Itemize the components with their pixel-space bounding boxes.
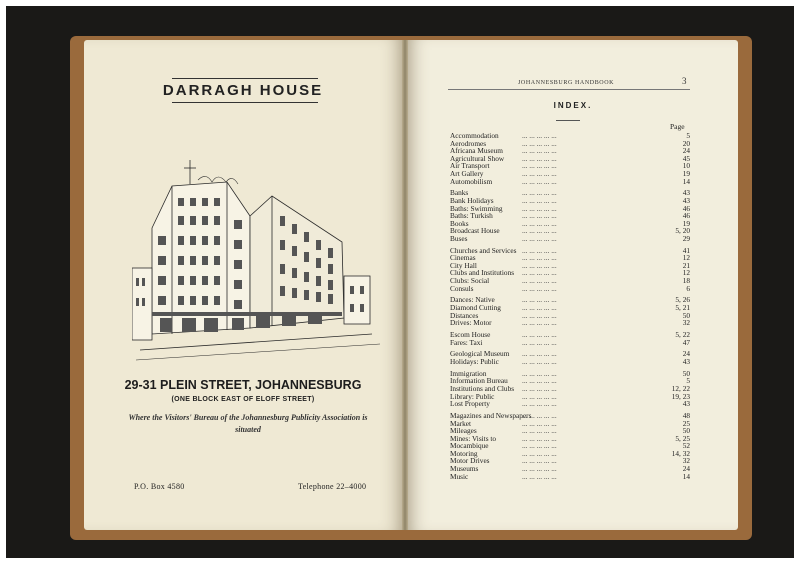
index-entry <box>450 465 690 473</box>
index-entry-page: 18 <box>682 276 690 286</box>
index-entry-page: 5, 25 <box>675 433 690 443</box>
index-entry-page: 43 <box>682 188 690 198</box>
index-entry-topic: Baths: Turkish <box>450 211 493 221</box>
index-entry-page: 5 <box>686 131 690 140</box>
index-entry-page: 46 <box>682 203 690 213</box>
leader-dots: ... ... ... ... ... <box>522 418 557 428</box>
leader-dots: ... ... ... ... ... <box>522 203 557 213</box>
index-entry-topic: Consuls <box>450 283 474 293</box>
leader-dots: ... ... ... ... ... <box>522 456 557 466</box>
index-entry <box>450 285 690 293</box>
index-entry-page: 10 <box>682 161 690 171</box>
index-entry-page: 43 <box>682 356 690 366</box>
index-entry-topic: Broadcast House <box>450 226 500 236</box>
index-entry-page: 50 <box>682 310 690 320</box>
index-entry-page: 5 <box>686 376 690 386</box>
index-entry-topic: Distances <box>450 310 479 320</box>
leader-dots: ... ... ... ... ... <box>522 318 557 328</box>
leader-dots: ... ... ... ... ... <box>522 153 557 163</box>
index-entry-topic: Motor Drives <box>450 456 490 466</box>
index-entry-topic: City Hall <box>450 260 477 270</box>
building-illustration <box>132 158 382 368</box>
leader-dots: ... ... ... ... ... <box>522 433 557 443</box>
index-entry-page: 19 <box>682 218 690 228</box>
leader-dots: ... ... ... ... ... <box>522 188 557 198</box>
leader-dots: ... ... ... ... ... <box>522 471 557 481</box>
index-entry-topic: Escom House <box>450 330 491 339</box>
index-entry <box>450 277 690 285</box>
index-entry-topic: Clubs: Social <box>450 276 490 286</box>
index-entry-topic: Holidays: Public <box>450 356 499 366</box>
index-entry-topic: Dances: Native <box>450 295 495 305</box>
leader-dots: ... ... ... ... ... <box>522 368 557 378</box>
index-entry <box>450 473 690 481</box>
page-column-label: Page <box>670 122 685 131</box>
index-entry-page: 19 <box>682 168 690 178</box>
leader-dots: ... ... ... ... ... <box>522 146 557 156</box>
leader-dots: ... ... ... ... ... <box>522 131 557 140</box>
index-entry-page: 29 <box>682 233 690 243</box>
index-entry-page: 21 <box>682 260 690 270</box>
index-entry <box>450 331 690 339</box>
leader-dots: ... ... ... ... ... <box>522 226 557 236</box>
leader-dots: ... ... ... ... ... <box>522 303 557 313</box>
index-entry-page: 5, 26 <box>675 295 690 305</box>
address-note: (ONE BLOCK EAST OF ELOFF STREET) <box>171 396 315 403</box>
index-entry <box>450 457 690 465</box>
description: Where the Visitors' Bureau of the Johannesburg Publicity Association is situated <box>128 413 368 434</box>
index-entry <box>450 420 690 428</box>
index-entry-topic: Museums <box>450 464 479 474</box>
leader-dots: ... ... ... ... ... <box>522 383 557 393</box>
leader-dots: ... ... ... ... ... <box>522 349 557 359</box>
index-entry <box>450 400 690 408</box>
leader-dots: ... ... ... ... ... <box>522 310 557 320</box>
leader-dots: ... ... ... ... ... <box>522 295 557 305</box>
index-entry-topic: Institutions and Clubs <box>450 383 515 393</box>
leader-dots: ... ... ... ... ... <box>522 218 557 228</box>
index-entry-page: 19, 23 <box>671 391 690 401</box>
index-entry-topic: Clubs and Institutions <box>450 268 515 278</box>
index-entry-topic: Geological Museum <box>450 349 510 359</box>
index-entry-page: 12 <box>682 268 690 278</box>
leader-dots: ... ... ... ... ... <box>522 268 557 278</box>
index-entry-topic: Magazines and Newspapers <box>450 410 532 420</box>
index-entry-topic: Diamond Cutting <box>450 303 501 313</box>
index-entry-page: 47 <box>682 337 690 347</box>
index-entry-topic: Music <box>450 471 469 481</box>
leader-dots: ... ... ... ... ... <box>522 195 557 205</box>
index-entry <box>450 162 690 170</box>
index-list <box>450 132 690 480</box>
telephone: Telephone 22–4000 <box>298 482 367 491</box>
left-page <box>84 40 402 530</box>
index-entry-page: 14 <box>682 471 690 481</box>
index-entry-page: 48 <box>682 410 690 420</box>
index-entry-page: 43 <box>682 399 690 409</box>
index-entry-page: 12, 22 <box>671 383 690 393</box>
index-entry-page: 46 <box>682 211 690 221</box>
index-entry <box>450 319 690 327</box>
address: 29-31 PLEIN STREET, JOHANNESBURG <box>124 378 362 392</box>
leader-dots: ... ... ... ... ... <box>522 376 557 386</box>
leader-dots: ... ... ... ... ... <box>522 330 557 339</box>
index-entry-topic: Mileages <box>450 426 477 436</box>
index-entry-topic: Cinemas <box>450 253 476 263</box>
index-entry-topic: Fares: Taxi <box>450 337 483 347</box>
index-entry-page: 41 <box>682 245 690 255</box>
leader-dots: ... ... ... ... ... <box>522 356 557 366</box>
index-entry-page: 32 <box>682 456 690 466</box>
page-number: 3 <box>682 76 687 86</box>
header-rule <box>448 89 690 90</box>
index-entry-page: 43 <box>682 195 690 205</box>
index-entry-topic: Mines: Visits to <box>450 433 497 443</box>
title-rule-bottom <box>172 102 318 103</box>
leader-dots: ... ... ... ... ... <box>522 245 557 255</box>
leader-dots: ... ... ... ... ... <box>522 233 557 243</box>
index-entry-topic: Information Bureau <box>450 376 508 386</box>
index-entry-page: 45 <box>682 153 690 163</box>
leader-dots: ... ... ... ... ... <box>522 399 557 409</box>
index-entry-page: 25 <box>682 418 690 428</box>
running-header: JOHANNESBURG HANDBOOK <box>518 80 615 86</box>
index-entry <box>450 247 690 255</box>
page-title: DARRAGH HOUSE <box>162 82 324 99</box>
index-entry-topic: Immigration <box>450 368 487 378</box>
po-box: P.O. Box 4580 <box>134 482 185 491</box>
leader-dots: ... ... ... ... ... <box>522 161 557 171</box>
index-entry-page: 6 <box>686 283 690 293</box>
index-entry-topic: Africana Museum <box>450 146 503 156</box>
index-entry-page: 24 <box>682 349 690 359</box>
index-entry-page: 24 <box>682 146 690 156</box>
index-entry <box>450 339 690 347</box>
index-entry <box>450 178 690 186</box>
index-entry-topic: Automobilism <box>450 176 493 186</box>
index-entry-topic: Aerodromes <box>450 138 487 148</box>
index-entry-topic: Books <box>450 218 469 228</box>
leader-dots: ... ... ... ... ... <box>522 168 557 178</box>
index-entry-page: 12 <box>682 253 690 263</box>
index-entry-page: 14 <box>682 176 690 186</box>
index-entry-topic: Buses <box>450 233 468 243</box>
index-entry <box>450 235 690 243</box>
index-entry-page: 24 <box>682 464 690 474</box>
index-entry-page: 50 <box>682 368 690 378</box>
title-rule-top <box>172 78 318 79</box>
index-entry <box>450 442 690 450</box>
index-entry <box>450 254 690 262</box>
leader-dots: ... ... ... ... ... <box>522 283 557 293</box>
leader-dots: ... ... ... ... ... <box>522 138 557 148</box>
leader-dots: ... ... ... ... ... <box>522 260 557 270</box>
index-entry-topic: Market <box>450 418 472 428</box>
index-entry <box>450 358 690 366</box>
index-entry-topic: Accommodation <box>450 131 499 140</box>
leader-dots: ... ... ... ... ... <box>522 464 557 474</box>
leader-dots: ... ... ... ... ... <box>522 253 557 263</box>
index-entry-topic: Air Transport <box>450 161 490 171</box>
index-entry <box>450 132 690 140</box>
index-entry-page: 5, 21 <box>675 303 690 313</box>
index-entry <box>450 304 690 312</box>
leader-dots: ... ... ... ... ... <box>522 441 557 451</box>
leader-dots: ... ... ... ... ... <box>522 337 557 347</box>
index-entry-page: 50 <box>682 426 690 436</box>
index-entry-topic: Mocambique <box>450 441 489 451</box>
index-rule <box>556 120 580 121</box>
index-entry-topic: Baths: Swimming <box>450 203 503 213</box>
index-entry <box>450 227 690 235</box>
index-entry-topic: Motoring <box>450 448 478 458</box>
leader-dots: ... ... ... ... ... <box>522 426 557 436</box>
index-entry-topic: Art Gallery <box>450 168 484 178</box>
index-entry-page: 52 <box>682 441 690 451</box>
index-entry <box>450 412 690 420</box>
leader-dots: ... ... ... ... ... <box>522 391 557 401</box>
index-entry-topic: Churches and Services <box>450 245 517 255</box>
index-title: INDEX. <box>553 101 593 110</box>
index-entry-topic: Drives: Motor <box>450 318 492 328</box>
index-entry-topic: Agricultural Show <box>450 153 505 163</box>
leader-dots: ... ... ... ... ... <box>522 211 557 221</box>
index-entry-topic: Banks <box>450 188 469 198</box>
leader-dots: ... ... ... ... ... <box>522 410 557 420</box>
leader-dots: ... ... ... ... ... <box>522 276 557 286</box>
right-page <box>408 40 738 530</box>
index-entry-page: 5, 22 <box>675 330 690 339</box>
leader-dots: ... ... ... ... ... <box>522 176 557 186</box>
index-entry-topic: Bank Holidays <box>450 195 494 205</box>
index-entry-page: 14, 32 <box>671 448 690 458</box>
index-entry-page: 32 <box>682 318 690 328</box>
index-entry-page: 5, 20 <box>675 226 690 236</box>
index-entry-topic: Lost Property <box>450 399 490 409</box>
index-entry <box>450 212 690 220</box>
index-entry-page: 20 <box>682 138 690 148</box>
index-entry-topic: Library: Public <box>450 391 495 401</box>
leader-dots: ... ... ... ... ... <box>522 448 557 458</box>
